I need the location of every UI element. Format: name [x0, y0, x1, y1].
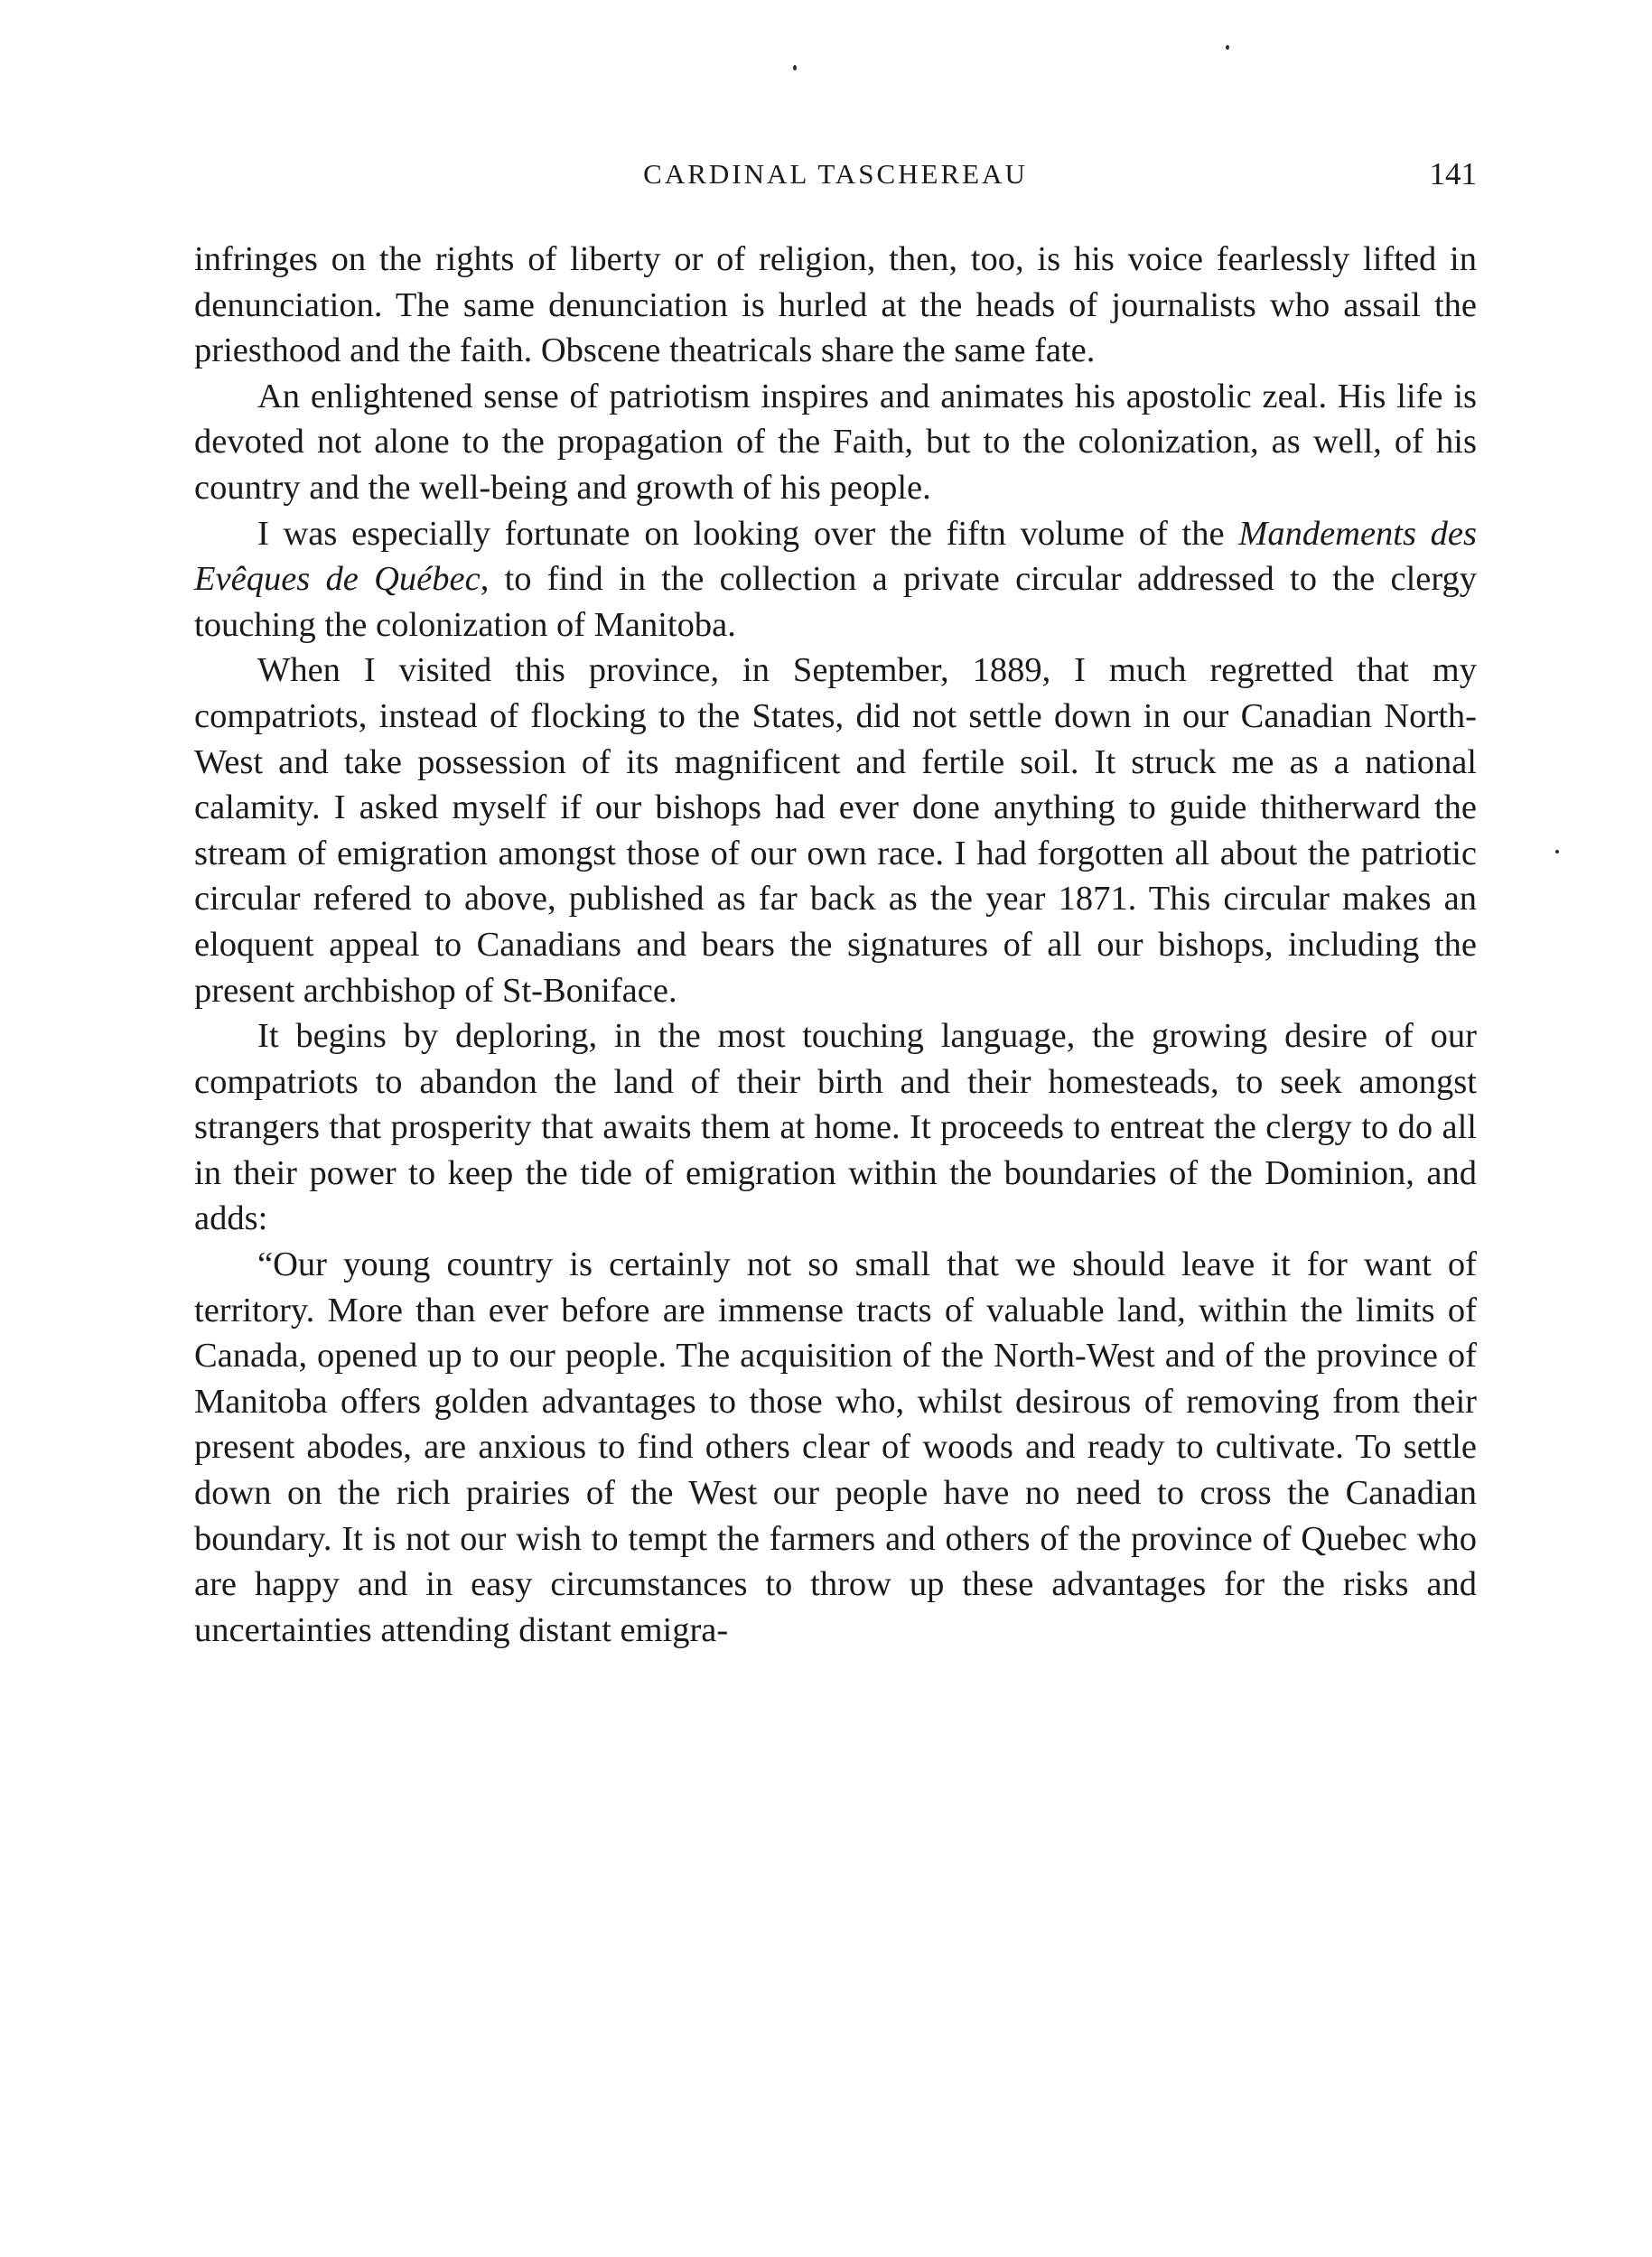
- quotation-paragraph: “Our young country is certainly not so small that we should leave it for want of territory. More than ever before are immense tracts of valuable land, within the limits of Canada, opened up to our people. The acquisition of the North-West and of the province of Manitoba offers golden advantages to those who, whilst desirous of removing from their present abodes, are anxious to find others clear of woods and ready to cultivate. To settle down on the rich prairies of the West our people have no need to cross the Canadian boundary. It is not our wish to tempt the farmers and others of the province of Quebec who are happy and in easy circumstances to throw up these advantages for the risks and uncertainties attending distant emigra-: [194, 1245, 1477, 1649]
- page-number: 141: [1429, 156, 1477, 191]
- book-title: Mandements des Evêques de Québec: [194, 514, 1477, 599]
- body-text: [194, 237, 1477, 1653]
- paragraph-3-tail: , to find in the collection a private circular addressed to the clergy touching the colonization of Manitoba.: [194, 560, 1478, 644]
- running-head: CARDINAL TASCHEREAU: [643, 158, 1028, 190]
- paragraph-2: An enlightened sense of patriotism inspires and animates his apostolic zeal. His life is devoted not alone to the propagation of the Faith, but to the colonization, as well, of his country and the well-being and growth of his people.: [194, 377, 1477, 507]
- paragraph-5: It begins by deploring, in the most touching language, the growing desire of our compatriots to abandon the land of their birth and their homesteads, to seek amongst strangers that prosperity that awaits them at home. It proceeds to entreat the clergy to do all in their power to keep the tide of emigration within the boundaries of the Dominion, and adds:: [194, 1017, 1477, 1238]
- paragraph-1: infringes on the rights of liberty or of religion, then, too, is his voice fearlessly lifted in denunciation. The same denunciation is hurled at the heads of journalists who assail the priesthood and the faith. Obscene theatricals share the same fate.: [194, 240, 1477, 370]
- page-header: [194, 152, 1477, 197]
- scan-speck-1: [793, 65, 797, 70]
- paragraph-4: When I visited this province, in September, 1889, I much regretted that my compatriots, instead of flocking to the States, did not settle down in our Canadian North-West and take possession of its magnificent and fertile soil. It struck me as a national calamity. I asked myself if our bishops had ever done anything to guide thitherward the stream of emigration amongst those of our own race. I had forgotten all about the patriotic circular refered to above, published as far back as the year 1871. This circular makes an eloquent appeal to Canadians and bears the signatures of all our bishops, including the present archbishop of St-Boniface.: [194, 651, 1477, 1010]
- paragraph-3-lead: I was especially fortunate on looking over the fiftn volume of the: [257, 514, 1239, 553]
- paragraph-3: [194, 511, 1477, 648]
- scan-speck-3: [1555, 850, 1559, 853]
- scan-speck-2: [1226, 45, 1229, 50]
